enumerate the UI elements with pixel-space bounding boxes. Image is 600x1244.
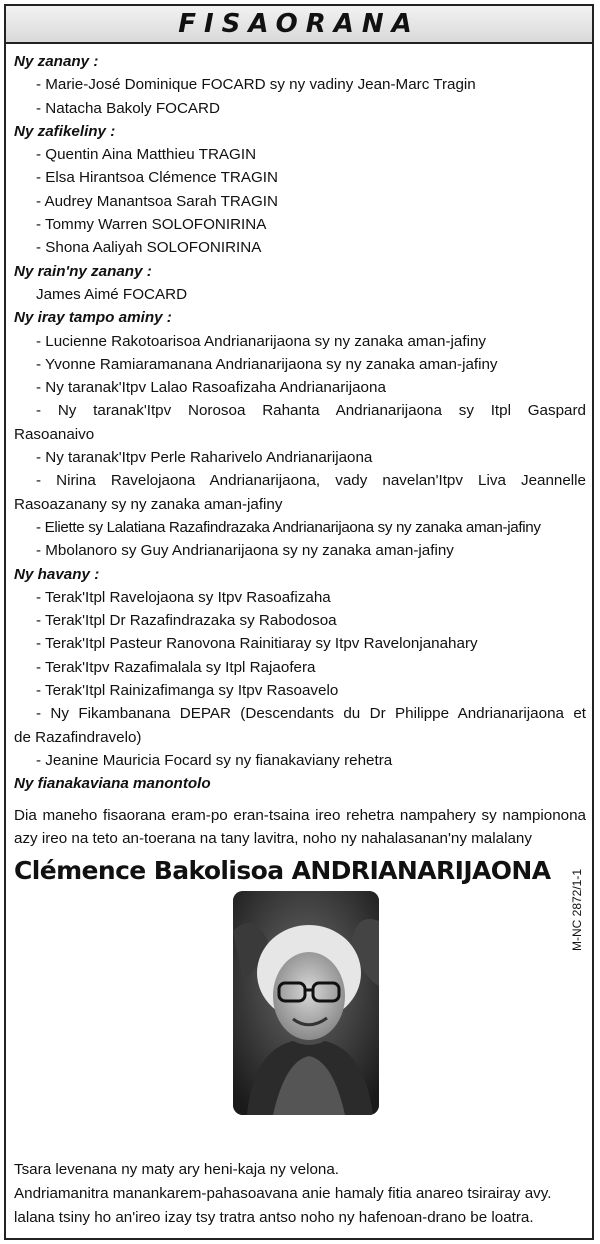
- title-banner: [6, 6, 592, 44]
- section-heading: Ny havany :: [14, 565, 100, 583]
- list-item: - Ny taranak'Itpv Norosoa Rahanta Andrianarijaona sy Itpl Gaspard: [36, 402, 586, 420]
- list-item: - Lucienne Rakotoarisoa Andrianarijaona sy ny zanaka aman-jafiny: [36, 332, 486, 350]
- list-item: - Nirina Ravelojaona Andrianarijaona, vady navelan'Itpv Liva Jeannelle: [36, 472, 586, 490]
- list-item: - Yvonne Ramiaramanana Andrianarijaona sy ny zanaka aman-jafiny: [36, 355, 498, 373]
- list-item: - Eliette sy Lalatiana Razafindrazaka Andrianarijaona sy ny zanaka aman-jafiny: [36, 518, 541, 536]
- footer-line: lalana tsiny ho an'ireo izay tsy tratra antso noho ny hafenoan-drano be loatra.: [14, 1209, 534, 1226]
- list-item: - Ny taranak'Itpv Perle Raharivelo Andrianarijaona: [36, 449, 373, 467]
- footer-line: Tsara levenana ny maty ary heni-kaja ny velona.: [14, 1161, 340, 1178]
- reference-code: M-NC 2872/1-1: [570, 869, 584, 952]
- closing-heading: Ny fianakaviana manontolo: [14, 775, 211, 793]
- list-item-continuation: de Razafindravelo): [14, 728, 142, 746]
- section-heading: Ny zafikeliny :: [14, 122, 116, 140]
- thanks-paragraph: Dia maneho fisaorana eram-po eran-tsaina ireo rehetra nampahery sy nampionona azy ireo na teto an-toerana na tany lavitra, noho ny nahalasanan'ny malalany: [14, 806, 586, 847]
- list-item: - Ny taranak'Itpv Lalao Rasoafizaha Andrianarijaona: [36, 379, 386, 397]
- portrait-photo: [233, 891, 379, 1115]
- list-item: - Terak'Itpl Ravelojaona sy Itpv Rasoafizaha: [36, 588, 331, 606]
- deceased-name: Clémence Bakolisoa ANDRIANARIJAONA: [14, 856, 551, 886]
- list-item: James Aimé FOCARD: [36, 285, 188, 303]
- list-item: - Natacha Bakoly FOCARD: [36, 99, 220, 117]
- list-item: - Quentin Aina Matthieu TRAGIN: [36, 146, 257, 164]
- list-item-continuation: Rasoazanany sy ny zanaka aman-jafiny: [14, 495, 283, 513]
- list-item: - Audrey Manantsoa Sarah TRAGIN: [36, 192, 278, 210]
- list-item: - Terak'Itpl Dr Razafindrazaka sy Rabodosoa: [36, 612, 337, 630]
- footer-text: [14, 1158, 586, 1230]
- list-item: - Mbolanoro sy Guy Andrianarijaona sy ny zanaka aman-jafiny: [36, 542, 454, 560]
- section-heading: Ny zanany :: [14, 53, 99, 70]
- list-item: - Jeanine Mauricia Focard sy ny fianakaviany rehetra: [36, 751, 393, 769]
- section-heading: Ny rain'ny zanany :: [14, 262, 152, 280]
- list-item: - Ny Fikambanana DEPAR (Descendants du Dr Philippe Andrianarijaona et: [36, 705, 586, 723]
- list-item: - Elsa Hirantsoa Clémence TRAGIN: [36, 169, 278, 187]
- list-item: - Shona Aaliyah SOLOFONIRINA: [36, 239, 262, 257]
- notice-title: FISAORANA: [178, 9, 420, 39]
- notice-frame: [4, 4, 594, 1240]
- list-item: - Terak'Itpl Rainizafimanga sy Itpv Rasoavelo: [36, 682, 339, 700]
- notice-body: [14, 50, 586, 1121]
- list-item: - Terak'Itpv Razafimalala sy Itpl Rajaofera: [36, 658, 316, 676]
- section-heading: Ny iray tampo aminy :: [14, 309, 172, 327]
- list-item: - Terak'Itpl Pasteur Ranovona Rainitiaray sy Itpv Ravelonjanahary: [36, 635, 478, 653]
- portrait-illustration: [233, 891, 379, 1115]
- footer-line: Andriamanitra manankarem-pahasoavana anie hamaly fitia anareo tsirairay avy.: [14, 1185, 552, 1202]
- list-item: - Tommy Warren SOLOFONIRINA: [36, 216, 267, 234]
- list-item: - Marie-José Dominique FOCARD sy ny vadiny Jean-Marc Tragin: [36, 76, 476, 94]
- list-item-continuation: Rasoanaivo: [14, 425, 95, 443]
